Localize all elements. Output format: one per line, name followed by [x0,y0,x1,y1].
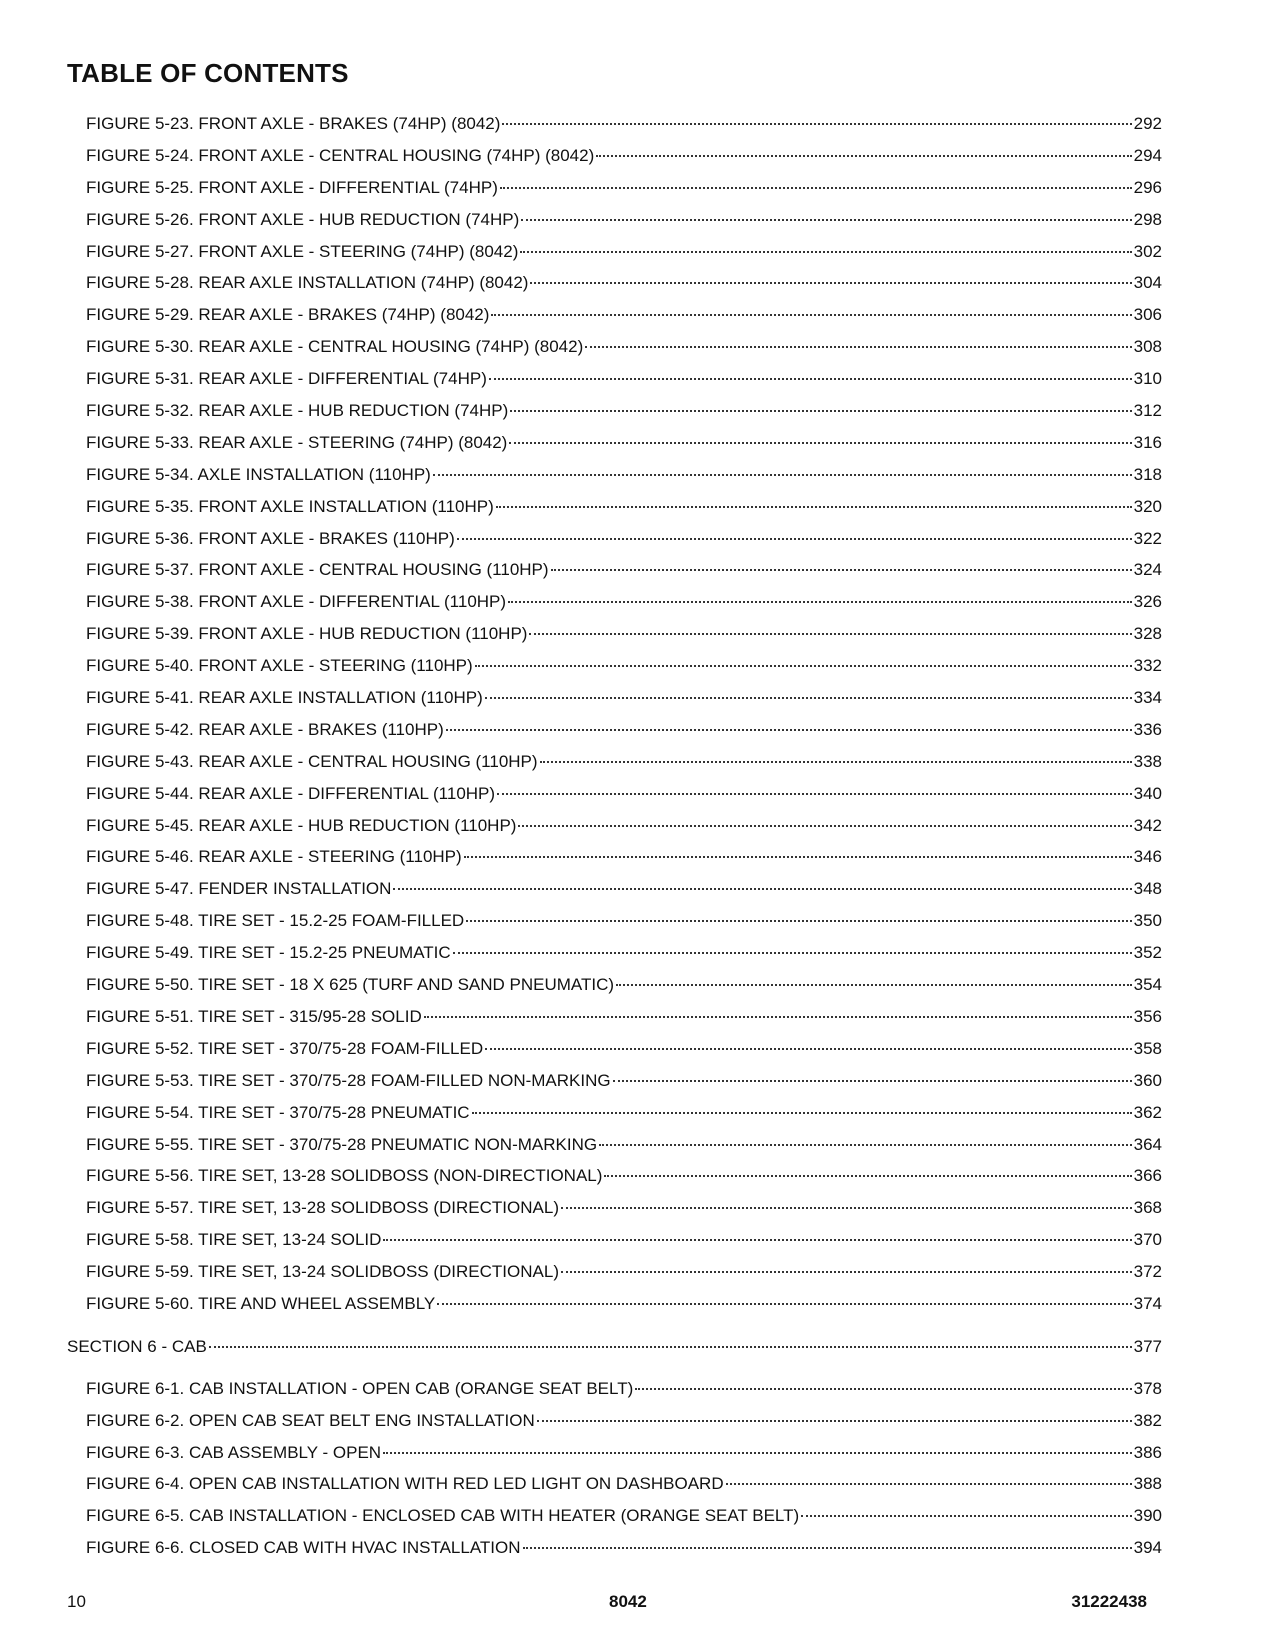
toc-entry-page: 378 [1133,1378,1162,1398]
dot-leader [510,410,1131,412]
toc-section-entry[interactable] [67,1331,1162,1363]
toc-figure-entry[interactable] [67,746,1162,778]
toc-entry-page: 310 [1133,369,1162,389]
toc-figure-entry[interactable] [67,554,1162,586]
toc-entry-label: FIGURE 5-59. TIRE SET, 13-24 SOLIDBOSS (DIRECTIONAL) [86,1262,559,1282]
toc-figure-entry[interactable] [67,714,1162,746]
toc-entry-page: 294 [1133,145,1162,165]
toc-entry-page: 332 [1133,656,1162,676]
toc-entry-label: FIGURE 6-2. OPEN CAB SEAT BELT ENG INSTALLATION [86,1410,535,1430]
toc-figure-entry[interactable] [67,459,1162,491]
dot-leader [604,1175,1131,1177]
dot-leader [472,1112,1132,1114]
dot-leader [437,1303,1131,1305]
toc-figure-entry[interactable] [67,1224,1162,1256]
toc-entry-label: FIGURE 5-44. REAR AXLE - DIFFERENTIAL (110HP) [86,783,496,803]
toc-entry-label: FIGURE 5-36. FRONT AXLE - BRAKES (110HP) [86,528,455,548]
toc-entry-page: 342 [1133,815,1162,835]
dot-leader [446,729,1132,731]
dot-leader [540,761,1132,763]
dot-leader [383,1239,1131,1241]
toc-figure-entry[interactable] [67,969,1162,1001]
dot-leader [518,825,1131,827]
toc-figure-entry[interactable] [67,108,1162,140]
dot-leader [530,282,1131,284]
toc-entry-label: FIGURE 5-51. TIRE SET - 315/95-28 SOLID [86,1006,422,1026]
toc-entry-label: FIGURE 5-55. TIRE SET - 370/75-28 PNEUMATIC NON-MARKING [86,1134,598,1154]
dot-leader [424,1016,1132,1018]
toc-entry-label: FIGURE 5-24. FRONT AXLE - CENTRAL HOUSING (74HP) (8042) [86,145,595,165]
toc-entry-page: 304 [1133,273,1162,293]
toc-entry-page: 352 [1133,943,1162,963]
toc-entry-label: FIGURE 5-38. FRONT AXLE - DIFFERENTIAL (110HP) [86,592,507,612]
toc-figure-entry[interactable] [67,1288,1162,1320]
dot-leader [502,123,1131,125]
toc-entry-page: 322 [1133,528,1162,548]
toc-entry-label: FIGURE 5-60. TIRE AND WHEEL ASSEMBLY [86,1293,436,1313]
toc-figure-entry[interactable] [67,1532,1162,1564]
toc-entry-page: 308 [1133,337,1162,357]
toc-entry-label: FIGURE 5-41. REAR AXLE INSTALLATION (110HP) [86,688,483,708]
toc-entry-page: 372 [1133,1262,1162,1282]
toc-entry-page: 368 [1133,1198,1162,1218]
toc-figure-entry[interactable] [67,1373,1162,1405]
toc-figure-entry[interactable] [67,427,1162,459]
dot-leader [500,187,1132,189]
dot-leader [537,1420,1132,1422]
toc-figure-entry[interactable] [67,1001,1162,1033]
dot-leader [523,1547,1132,1549]
toc-entry-page: 390 [1133,1506,1162,1526]
toc-entry-label: SECTION 6 - CAB [67,1336,207,1356]
toc-entry-label: FIGURE 5-27. FRONT AXLE - STEERING (74HP) (8042) [86,241,519,261]
toc-entry-label: FIGURE 6-3. CAB ASSEMBLY - OPEN [86,1442,382,1462]
toc-figure-entry[interactable] [67,905,1162,937]
toc-figure-entry[interactable] [67,618,1162,650]
toc-entry-label: FIGURE 5-37. FRONT AXLE - CENTRAL HOUSING (110HP) [86,560,549,580]
toc-entry-label: FIGURE 5-49. TIRE SET - 15.2-25 PNEUMATIC [86,943,451,963]
footer-page-number: 10 [67,1592,86,1611]
toc-entry-page: 346 [1133,847,1162,867]
toc-entry-page: 356 [1133,1006,1162,1026]
toc-figure-entry[interactable] [67,236,1162,268]
dot-leader [551,569,1132,571]
toc-entry-page: 377 [1133,1336,1162,1356]
toc-entry-page: 338 [1133,751,1162,771]
dot-leader [508,601,1132,603]
toc-entry-page: 370 [1133,1230,1162,1250]
dot-leader [497,793,1132,795]
toc-entry-page: 394 [1133,1538,1162,1558]
toc-entry-label: FIGURE 5-29. REAR AXLE - BRAKES (74HP) (8042) [86,305,490,325]
dot-leader [485,697,1132,699]
toc-entry-label: FIGURE 5-42. REAR AXLE - BRAKES (110HP) [86,719,444,739]
dot-leader [521,219,1131,221]
toc-figure-entry[interactable] [67,873,1162,905]
page-title: TABLE OF CONTENTS [67,58,349,88]
dot-leader [726,1483,1132,1485]
dot-leader [520,251,1131,253]
toc-entry-label: FIGURE 5-32. REAR AXLE - HUB REDUCTION (74HP) [86,401,509,421]
dot-leader [453,952,1132,954]
toc-entry-page: 316 [1133,432,1162,452]
toc-entry-page: 388 [1133,1474,1162,1494]
toc-figure-entry[interactable] [67,1033,1162,1065]
toc-figure-entry[interactable] [67,682,1162,714]
toc-entry-label: FIGURE 5-47. FENDER INSTALLATION [86,879,392,899]
toc-entry-label: FIGURE 6-4. OPEN CAB INSTALLATION WITH RED LED LIGHT ON DASHBOARD [86,1474,724,1494]
toc-entry-label: FIGURE 5-26. FRONT AXLE - HUB REDUCTION (74HP) [86,209,520,229]
toc-entry-label: FIGURE 5-35. FRONT AXLE INSTALLATION (110HP) [86,496,494,516]
toc-figure-entry[interactable] [67,395,1162,427]
toc-figure-entry[interactable] [67,1160,1162,1192]
dot-leader [596,155,1131,157]
toc-figure-entry[interactable] [67,1192,1162,1224]
dot-leader [635,1388,1131,1390]
toc-entry-page: 318 [1133,464,1162,484]
toc-entry-page: 366 [1133,1166,1162,1186]
dot-leader [393,888,1131,890]
toc-entry-label: FIGURE 5-34. AXLE INSTALLATION (110HP) [86,464,431,484]
toc-figure-entry[interactable] [67,1405,1162,1437]
toc-entry-label: FIGURE 5-43. REAR AXLE - CENTRAL HOUSING (110HP) [86,751,538,771]
toc-entry-label: FIGURE 5-57. TIRE SET, 13-28 SOLIDBOSS (DIRECTIONAL) [86,1198,559,1218]
toc-figure-entry[interactable] [67,299,1162,331]
footer-model: 8042 [609,1592,647,1611]
dot-leader [383,1452,1132,1454]
toc-entry-label: FIGURE 6-6. CLOSED CAB WITH HVAC INSTALLATION [86,1538,521,1558]
dot-leader [599,1144,1132,1146]
toc-figure-entry[interactable] [67,1065,1162,1097]
dot-leader [585,346,1131,348]
toc-entry-label: FIGURE 5-39. FRONT AXLE - HUB REDUCTION (110HP) [86,624,528,644]
dot-leader [475,665,1132,667]
dot-leader [457,538,1132,540]
toc-entry-page: 350 [1133,911,1162,931]
toc-entry-label: FIGURE 5-46. REAR AXLE - STEERING (110HP) [86,847,462,867]
dot-leader [613,1080,1132,1082]
toc-entry-page: 312 [1133,401,1162,421]
dot-leader [489,378,1132,380]
dot-leader [496,506,1132,508]
toc-entry-label: FIGURE 5-53. TIRE SET - 370/75-28 FOAM-FILLED NON-MARKING [86,1070,611,1090]
toc-entry-label: FIGURE 5-56. TIRE SET, 13-28 SOLIDBOSS (NON-DIRECTIONAL) [86,1166,603,1186]
dot-leader [491,314,1131,316]
toc-entry-page: 324 [1133,560,1162,580]
toc-entry-label: FIGURE 5-23. FRONT AXLE - BRAKES (74HP) (8042) [86,114,501,133]
toc-entry-page: 298 [1133,209,1162,229]
toc-entry-label: FIGURE 5-54. TIRE SET - 370/75-28 PNEUMATIC [86,1102,470,1122]
toc-figure-entry[interactable] [67,523,1162,555]
toc-entry-page: 382 [1133,1410,1162,1430]
toc-entry-page: 360 [1133,1070,1162,1090]
dot-leader [464,856,1132,858]
toc-entry-label: FIGURE 5-25. FRONT AXLE - DIFFERENTIAL (74HP) [86,177,498,197]
toc-figure-entry[interactable] [67,140,1162,172]
toc-figure-entry[interactable] [67,810,1162,842]
toc-figure-entry[interactable] [67,172,1162,204]
toc-figure-entry[interactable] [67,1500,1162,1532]
toc-entry-page: 374 [1133,1293,1162,1313]
toc-figure-entry[interactable] [67,586,1162,618]
toc-entry-page: 340 [1133,783,1162,803]
toc-figure-entry[interactable] [67,363,1162,395]
toc-entry-page: 320 [1133,496,1162,516]
toc-entry-label: FIGURE 5-28. REAR AXLE INSTALLATION (74HP) (8042) [86,273,529,293]
toc-entry-page: 296 [1133,177,1162,197]
toc-entry-page: 292 [1133,114,1162,133]
toc-entry-label: FIGURE 5-40. FRONT AXLE - STEERING (110HP) [86,656,473,676]
toc-figure-entry[interactable] [67,937,1162,969]
toc-entry-page: 362 [1133,1102,1162,1122]
toc-entry-label: FIGURE 6-5. CAB INSTALLATION - ENCLOSED CAB WITH HEATER (ORANGE SEAT BELT) [86,1506,800,1526]
footer-doc-number: 31222438 [1071,1592,1147,1611]
toc-figure-entry[interactable] [67,1097,1162,1129]
dot-leader [561,1271,1132,1273]
toc-entry-page: 364 [1133,1134,1162,1154]
dot-leader [466,920,1131,922]
toc-list [67,108,1162,1564]
toc-entry-label: FIGURE 5-31. REAR AXLE - DIFFERENTIAL (74HP) [86,369,487,389]
toc-figure-entry[interactable] [67,1129,1162,1161]
dot-leader [209,1346,1132,1348]
toc-figure-entry[interactable] [67,1468,1162,1500]
toc-entry-page: 336 [1133,719,1162,739]
toc-figure-entry[interactable] [67,1437,1162,1469]
toc-entry-page: 386 [1133,1442,1162,1462]
toc-figure-entry[interactable] [67,331,1162,363]
toc-entry-page: 354 [1133,975,1162,995]
toc-entry-label: FIGURE 5-45. REAR AXLE - HUB REDUCTION (110HP) [86,815,517,835]
toc-entry-label: FIGURE 5-58. TIRE SET, 13-24 SOLID [86,1230,382,1250]
dot-leader [433,474,1132,476]
toc-figure-entry[interactable] [67,204,1162,236]
dot-leader [529,633,1131,635]
toc-entry-page: 326 [1133,592,1162,612]
dot-leader [509,442,1131,444]
toc-entry-label: FIGURE 5-48. TIRE SET - 15.2-25 FOAM-FILLED [86,911,465,931]
toc-entry-label: FIGURE 5-52. TIRE SET - 370/75-28 FOAM-FILLED [86,1038,484,1058]
dot-leader [801,1515,1131,1517]
toc-entry-page: 348 [1133,879,1162,899]
dot-leader [485,1048,1132,1050]
toc-entry-label: FIGURE 5-33. REAR AXLE - STEERING (74HP) (8042) [86,432,508,452]
toc-figure-entry[interactable] [67,778,1162,810]
toc-entry-label: FIGURE 5-30. REAR AXLE - CENTRAL HOUSING (74HP) (8042) [86,337,584,357]
toc-entry-page: 334 [1133,688,1162,708]
toc-entry-page: 358 [1133,1038,1162,1058]
toc-entry-page: 328 [1133,624,1162,644]
toc-figure-entry[interactable] [67,267,1162,299]
toc-entry-page: 302 [1133,241,1162,261]
dot-leader [561,1207,1132,1209]
toc-figure-entry[interactable] [67,1256,1162,1288]
toc-figure-entry[interactable] [67,841,1162,873]
dot-leader [616,984,1132,986]
toc-entry-label: FIGURE 6-1. CAB INSTALLATION - OPEN CAB (ORANGE SEAT BELT) [86,1378,634,1398]
toc-figure-entry[interactable] [67,491,1162,523]
toc-entry-page: 306 [1133,305,1162,325]
toc-figure-entry[interactable] [67,650,1162,682]
toc-entry-label: FIGURE 5-50. TIRE SET - 18 X 625 (TURF AND SAND PNEUMATIC) [86,975,615,995]
